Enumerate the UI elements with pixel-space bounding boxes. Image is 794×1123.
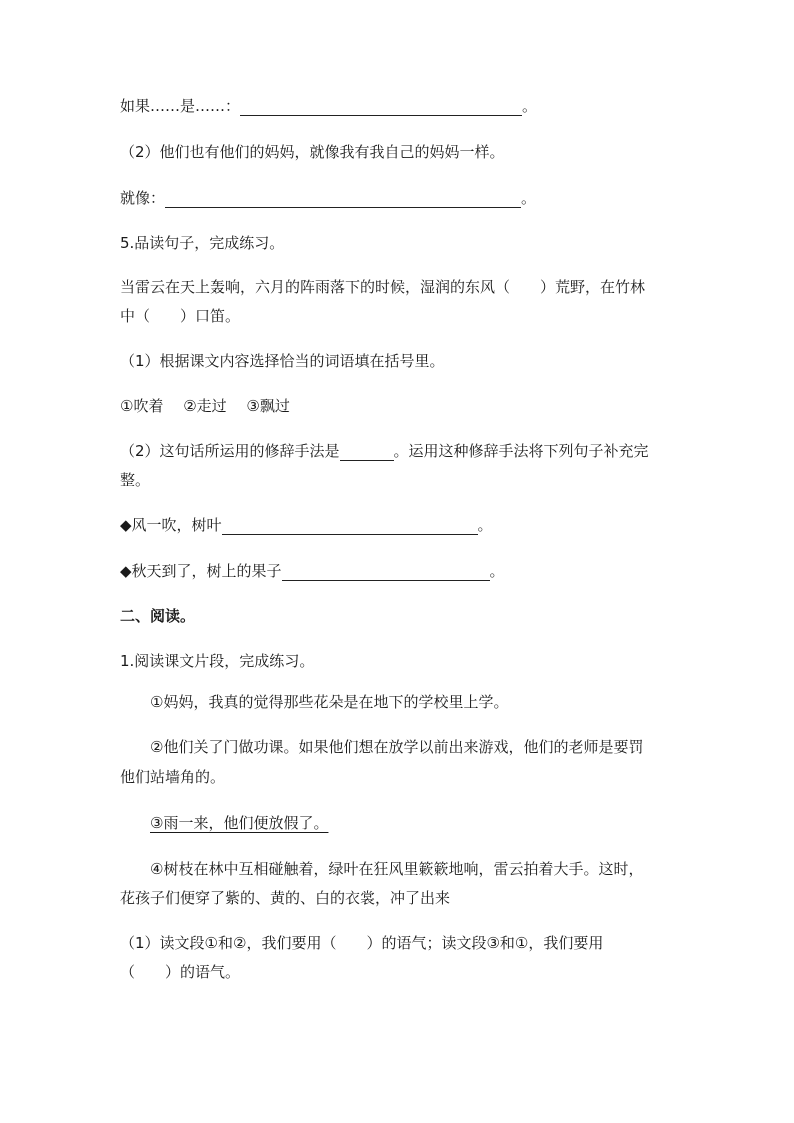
q4-answer-line-2: [120, 188, 536, 208]
passage-paragraph-2-line-2: 他们站墙角的。: [120, 768, 226, 786]
q4-line2-suffix: 。: [521, 189, 537, 207]
q5-item1-suffix: 。: [477, 516, 493, 534]
q5-sub2-prefix: （2）这句话所运用的修辞手法是: [120, 442, 340, 460]
passage-paragraph-3: ③雨一来，他们便放假了。: [150, 814, 329, 832]
q4-line1-suffix: 。: [522, 97, 538, 115]
passage-paragraph-4-line-2: 花孩子们便穿了紫的、黄的、白的衣裳，冲了出来: [120, 889, 451, 907]
q4-blank-1[interactable]: [240, 100, 522, 116]
section-2-sub-question-1-line-1: （1）读文段①和②，我们要用（ ）的语气；读文段③和①，我们要用: [120, 934, 604, 952]
q5-sub-question-1: （1）根据课文内容选择恰当的词语填在括号里。: [120, 352, 445, 370]
passage-paragraph-4-line-1: ④树枝在林中互相碰触着，绿叶在狂风里簌簌地响，雷云拍着大手。这时，: [150, 860, 644, 878]
q5-heading: 5.品读句子，完成练习。: [120, 234, 285, 252]
passage-paragraph-1: ①妈妈，我真的觉得那些花朵是在地下的学校里上学。: [150, 693, 509, 711]
q5-item-2: [120, 561, 505, 581]
q5-item2-suffix: 。: [489, 562, 505, 580]
q5-passage-line-2: 中（ ）口笛。: [120, 307, 241, 325]
q5-item1-prefix: ◆风一吹，树叶: [120, 516, 222, 534]
q5-sub2-continuation: 整。: [120, 471, 151, 489]
q5-item2-prefix: ◆秋天到了，树上的果子: [120, 562, 282, 580]
q4-line1-prefix: 如果……是……：: [120, 97, 241, 115]
q5-rhetoric-blank[interactable]: [340, 445, 394, 461]
q5-item2-blank[interactable]: [282, 565, 490, 581]
section-2-sub-question-1-line-2: （ ）的语气。: [120, 963, 241, 981]
q5-sub2-suffix: 。运用这种修辞手法将下列句子补充完: [393, 442, 649, 460]
q4-sub-question-2: （2）他们也有他们的妈妈，就像我有我自己的妈妈一样。: [120, 143, 505, 161]
q5-item1-blank[interactable]: [222, 519, 478, 535]
q5-item-1: [120, 515, 493, 535]
section-2-heading: 二、阅读。: [120, 607, 196, 625]
q4-answer-line-1: [120, 96, 537, 116]
q4-blank-2[interactable]: [165, 192, 521, 208]
q5-options: ①吹着 ②走过 ③飘过: [120, 397, 290, 415]
q4-line2-prefix: 就像：: [120, 189, 166, 207]
passage-paragraph-2-line-1: ②他们关了门做功课。如果他们想在放学以前出来游戏，他们的老师是要罚: [150, 738, 644, 756]
q5-sub-question-2: [120, 441, 649, 461]
section-2-q1-heading: 1.阅读课文片段，完成练习。: [120, 652, 315, 670]
q5-passage-line-1: 当雷云在天上轰响，六月的阵雨落下的时候，湿润的东风（ ）荒野，在竹林: [120, 278, 646, 296]
